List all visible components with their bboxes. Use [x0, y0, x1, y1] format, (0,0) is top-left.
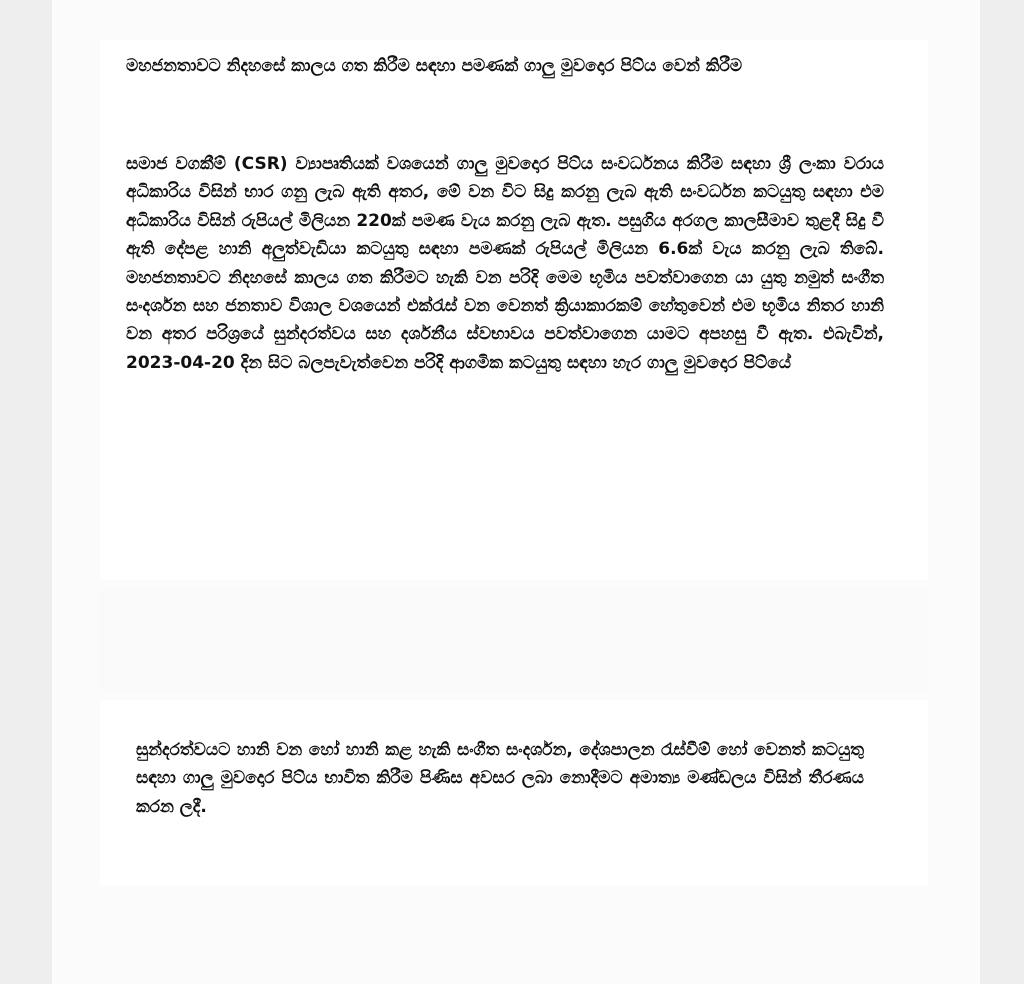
document-title: මහජනතාවට නිදහසේ කාලය ගත කිරීම සඳහා පමණක් ගාලු මුවදොර පිට්ය වෙන් කිරීම — [126, 56, 743, 76]
body-paragraph-1: සමාජ වගකීම් (CSR) ව්‍යාපෘතියක් වශයෙන් ගාලු මුවදොර පිට්ය සංවර්ධනය කිරීම සඳහා ශ්‍රී ලංකා වරාය අධිකාරිය විසින් භාර ගනු ලැබ ඇති අතර, මේ වන විට සිදු කරනු ලැබ ඇති සංවර්ධන කටයුතු සඳහා එම අධිකාරිය විසින් රුපියල් මිලියන 220ක් පමණ වැය කරනු ලැබ ඇත. පසුගිය අරගල කාලසීමාව තුළදී සිදු වී ඇති දේපළ හානි අලුත්වැඩියා කටයුතු සඳහා පමණක් රුපියල් මිලියන 6.6ක් වැය කරනු ලැබ තිබේ. මහජනතාවට නිදහසේ කාලය ගත කිරීමට හැකි වන පරිදි මෙම භූමිය පවත්වාගෙන යා යුතු නමුත් සංගීත සංදර්ශන සහ ජනතාව විශාල වශයෙන් එක්රැස් වන වෙනත් ක්‍රියාකාරකම් හේතුවෙන් එම භූමිය නිතර හානි වන අතර පරිශ්‍රයේ සුන්දරත්වය සහ දර්ශනීය ස්වභාවය පවත්වාගෙන යාමට අපහසු වී ඇත. එබැවින්, 2023-04-20 දින සිට බලපැවැත්වෙන පරිදි ආගමික කටයුතු සඳහා හැර ගාලු මුවදොර පිට්යේ — [126, 154, 884, 373]
page-gap — [100, 590, 928, 690]
body-paragraph-2: සුන්දරත්වයට හානි වන හෝ හානි කළ හැකි සංගීත සංදර්ශන, දේශපාලන රැස්වීම් හෝ වෙනත් කටයුතු සඳහා ගාලු මුවදොර පිට්ය භාවිත කිරීම පිණිස අවසර ලබා නොදීමට අමාත්‍ය මණ්ඩලය විසින් තීරණය කරන ලදී. — [136, 740, 864, 817]
